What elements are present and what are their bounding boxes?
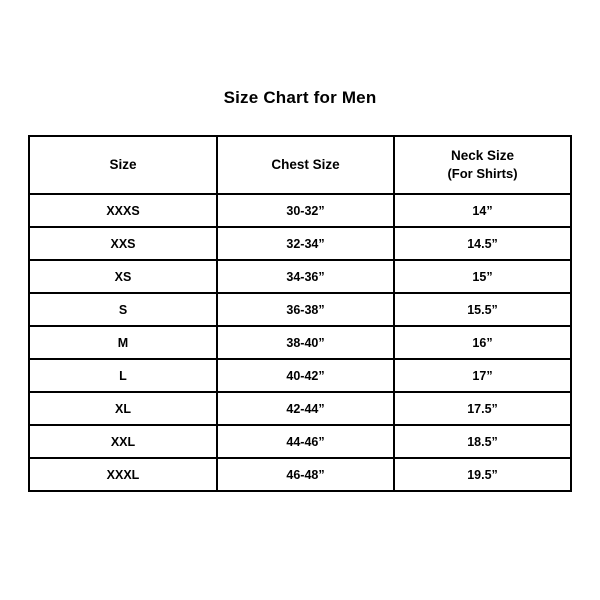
cell-chest: 42-44” [217,392,394,425]
page-title: Size Chart for Men [223,88,377,107]
table-row [29,458,571,491]
cell-neck: 18.5” [394,425,571,458]
table-row [29,392,571,425]
cell-chest: 34-36” [217,260,394,293]
cell-chest: 30-32” [217,194,394,227]
cell-neck: 15” [394,260,571,293]
column-header-neck [394,136,571,194]
cell-chest: 40-42” [217,359,394,392]
cell-neck: 19.5” [394,458,571,491]
cell-size: S [29,293,217,326]
cell-chest: 36-38” [217,293,394,326]
table-row [29,260,571,293]
column-header-chest [217,136,394,194]
cell-size: L [29,359,217,392]
cell-size: XXL [29,425,217,458]
cell-neck: 17” [394,359,571,392]
cell-size: XXXL [29,458,217,491]
cell-neck: 16” [394,326,571,359]
cell-size: XS [29,260,217,293]
table-header-row [29,136,571,194]
cell-neck: 14.5” [394,227,571,260]
cell-size: XL [29,392,217,425]
cell-chest: 32-34” [217,227,394,260]
size-chart-table [28,135,572,492]
cell-chest: 38-40” [217,326,394,359]
cell-chest: 44-46” [217,425,394,458]
cell-size: M [29,326,217,359]
table-header [29,136,571,194]
column-header-neck-sublabel: (For Shirts) [447,166,518,182]
table-row [29,425,571,458]
cell-size: XXXS [29,194,217,227]
table-row [29,227,571,260]
cell-neck: 15.5” [394,293,571,326]
column-header-chest-label: Chest Size [271,156,340,172]
column-header-neck-label: Neck Size [450,148,515,164]
cell-neck: 14” [394,194,571,227]
table-row [29,194,571,227]
table-row [29,326,571,359]
table-row [29,359,571,392]
column-header-size [29,136,217,194]
column-header-size-label: Size [109,156,137,172]
table-body [29,194,571,491]
table-row [29,293,571,326]
cell-chest: 46-48” [217,458,394,491]
cell-neck: 17.5” [394,392,571,425]
cell-size: XXS [29,227,217,260]
